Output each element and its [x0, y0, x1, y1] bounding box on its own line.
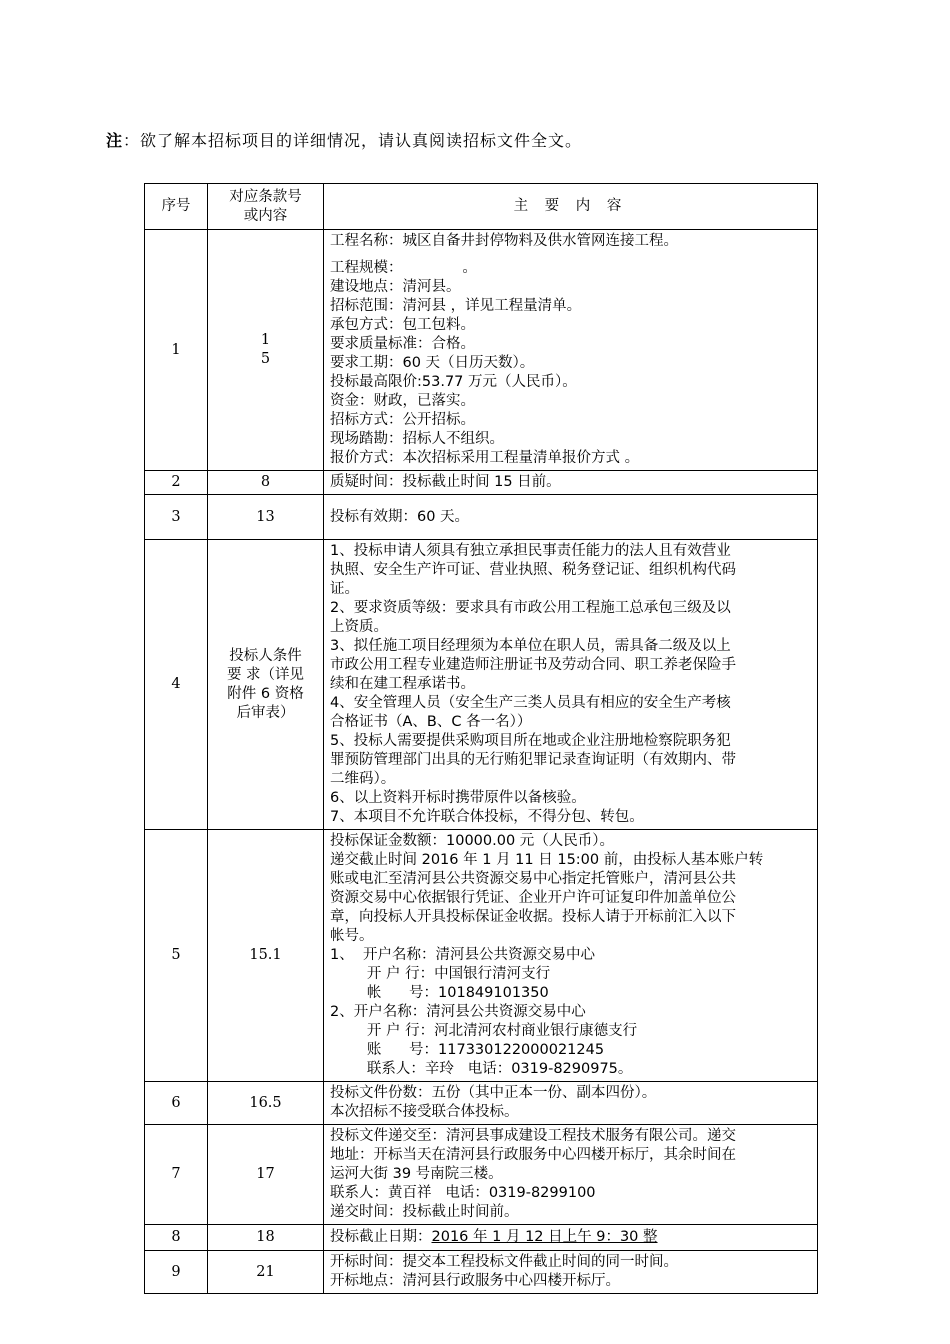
deadline-date: 2016 年 1 月 12 日上午 9：30 整 — [431, 1229, 658, 1245]
row-clause: 21 — [208, 1251, 324, 1294]
header-seq: 序号 — [145, 184, 208, 230]
table-row — [145, 1125, 818, 1225]
table-row — [145, 1251, 818, 1294]
row-content — [324, 1082, 818, 1125]
content-line: 投标文件递交至：清河县事成建设工程技术服务有限公司。递交 — [330, 1128, 736, 1144]
content-line: 资金：财政，已落实。 — [330, 393, 475, 409]
content-line: 7、本项目不允许联合体投标，不得分包、转包。 — [330, 809, 644, 825]
content-line: 续和在建工程承诺书。 — [330, 676, 475, 692]
content-line: 帐号。 — [330, 928, 374, 944]
table-row — [145, 230, 818, 471]
content-line: 投标有效期：60 天。 — [330, 508, 470, 525]
content-line: 1、投标申请人须具有独立承担民事责任能力的法人且有效营业 — [330, 543, 731, 559]
content-line: 本次招标不接受联合体投标。 — [330, 1104, 519, 1120]
deadline-label: 投标截止日期： — [330, 1229, 432, 1245]
content-line: 工程规模： 。 — [330, 260, 477, 276]
clause-line: 要 求（详见 — [226, 666, 305, 683]
table-row — [145, 495, 818, 540]
row-content — [324, 1225, 818, 1251]
row-seq: 8 — [145, 1225, 208, 1251]
content-line: 投标保证金数额：10000.00 元（人民币）。 — [330, 833, 615, 849]
table-row — [145, 1225, 818, 1251]
table-row — [145, 1082, 818, 1125]
note-line — [106, 128, 582, 151]
content-line: 招标范围：清河县 ，详见工程量清单。 — [330, 298, 582, 314]
row-seq: 2 — [145, 471, 208, 495]
content-line: 递交时间：投标截止时间前。 — [330, 1204, 519, 1220]
content-line: 4、安全管理人员（安全生产三类人员具有相应的安全生产考核 — [330, 695, 731, 711]
row-clause: 17 — [208, 1125, 324, 1225]
row-clause: 15.1 — [208, 830, 324, 1082]
content-line — [330, 1228, 811, 1247]
row-content — [324, 830, 818, 1082]
table-row — [145, 471, 818, 495]
content-line: 要求工期：60 天（日历天数）。 — [330, 355, 535, 371]
header-clause-line2: 或内容 — [243, 207, 288, 224]
content-line: 建设地点：清河县。 — [330, 279, 461, 295]
content-line: 地址：开标当天在清河县行政服务中心四楼开标厅，其余时间在 — [330, 1147, 736, 1163]
content-line: 投标文件份数：五份（其中正本一份、副本四份）。 — [330, 1085, 657, 1101]
content-line: 2、要求资质等级：要求具有市政公用工程施工总承包三级及以 — [330, 600, 731, 616]
row-content — [324, 1125, 818, 1225]
note-label: 注 — [106, 131, 124, 150]
content-line: 要求质量标准：合格。 — [330, 336, 475, 352]
clause-line: 5 — [260, 351, 271, 367]
content-spacer — [330, 251, 811, 259]
content-line: 帐 号：101849101350 — [330, 985, 549, 1001]
content-line: 联系人：辛玲 电话：0319-8290975。 — [330, 1061, 633, 1077]
row-seq: 1 — [145, 230, 208, 471]
content-line: 合格证书（A、B、C 各一名）） — [330, 714, 532, 730]
content-line: 投标最高限价:53.77 万元（人民币）。 — [330, 374, 577, 390]
content-line: 递交截止时间 2016 年 1 月 11 日 15:00 前，由投标人基本账户转 — [330, 852, 764, 868]
row-content — [324, 1251, 818, 1294]
content-line: 账或电汇至清河县公共资源交易中心指定托管账户，清河县公共 — [330, 871, 736, 887]
row-clause: 13 — [208, 495, 324, 540]
content-line: 开 户 行：河北清河农村商业银行康德支行 — [330, 1023, 638, 1039]
row-seq: 3 — [145, 495, 208, 540]
table-row — [145, 540, 818, 830]
row-clause — [208, 540, 324, 830]
row-seq: 6 — [145, 1082, 208, 1125]
content-line: 报价方式：本次招标采用工程量清单报价方式 。 — [330, 450, 640, 466]
content-line: 1、 开户名称：清河县公共资源交易中心 — [330, 947, 595, 963]
header-clause — [208, 184, 324, 230]
content-line: 3、拟任施工项目经理须为本单位在职人员，需具备二级及以上 — [330, 638, 731, 654]
row-seq: 7 — [145, 1125, 208, 1225]
content-line: 账 号：117330122000021245 — [330, 1042, 605, 1058]
header-clause-line1: 对应条款号 — [229, 188, 302, 205]
clause-line: 投标人条件 — [229, 647, 302, 664]
content-line: 工程名称：城区自备井封停物料及供水管网连接工程。 — [330, 233, 678, 249]
content-line: 二维码）。 — [330, 771, 396, 787]
row-seq: 5 — [145, 830, 208, 1082]
clause-line: 附件 6 资格 — [227, 685, 304, 702]
content-line: 执照、安全生产许可证、营业执照、税务登记证、组织机构代码 — [330, 562, 736, 578]
content-line: 罪预防管理部门出具的无行贿犯罪记录查询证明（有效期内、带 — [330, 752, 736, 768]
content-line: 6、以上资料开标时携带原件以备核验。 — [330, 790, 586, 806]
content-line: 招标方式：公开招标。 — [330, 412, 475, 428]
content-line: 开标时间：提交本工程投标文件截止时间的同一时间。 — [330, 1254, 678, 1270]
content-line: 开 户 行：中国银行清河支行 — [330, 966, 551, 982]
table-header-row — [145, 184, 818, 230]
row-clause: 8 — [208, 471, 324, 495]
content-line: 联系人：黄百祥 电话：0319-8299100 — [330, 1185, 596, 1201]
content-line: 市政公用工程专业建造师注册证书及劳动合同、职工养老保险手 — [330, 657, 736, 673]
content-line: 证。 — [330, 581, 359, 597]
row-clause — [208, 230, 324, 471]
content-line: 运河大街 39 号南院三楼。 — [330, 1166, 503, 1182]
header-main-content: 主 要 内 容 — [324, 184, 818, 230]
content-line: 上资质。 — [330, 619, 388, 635]
content-line: 5、投标人需要提供采购项目所在地或企业注册地检察院职务犯 — [330, 733, 731, 749]
row-content — [324, 230, 818, 471]
row-clause: 16.5 — [208, 1082, 324, 1125]
row-content — [324, 495, 818, 540]
content-line: 资源交易中心依据银行凭证、企业开户许可证复印件加盖单位公 — [330, 890, 736, 906]
content-line: 质疑时间：投标截止时间 15 日前。 — [330, 474, 561, 490]
row-content — [324, 540, 818, 830]
content-line: 现场踏勘：招标人不组织。 — [330, 431, 504, 447]
content-line: 章，向投标人开具投标保证金收据。投标人请于开标前汇入以下 — [330, 909, 736, 925]
table-row — [145, 830, 818, 1082]
clause-line: 后审表） — [236, 704, 295, 721]
tender-info-table — [144, 183, 818, 1294]
content-line: 承包方式：包工包料。 — [330, 317, 475, 333]
row-seq: 9 — [145, 1251, 208, 1294]
content-line: 开标地点：清河县行政服务中心四楼开标厅。 — [330, 1273, 620, 1289]
clause-line: 1 — [260, 332, 271, 348]
row-seq: 4 — [145, 540, 208, 830]
note-text: ：欲了解本招标项目的详细情况，请认真阅读招标文件全文。 — [123, 131, 583, 150]
content-line: 2、开户名称：清河县公共资源交易中心 — [330, 1004, 586, 1020]
row-clause: 18 — [208, 1225, 324, 1251]
row-content — [324, 471, 818, 495]
